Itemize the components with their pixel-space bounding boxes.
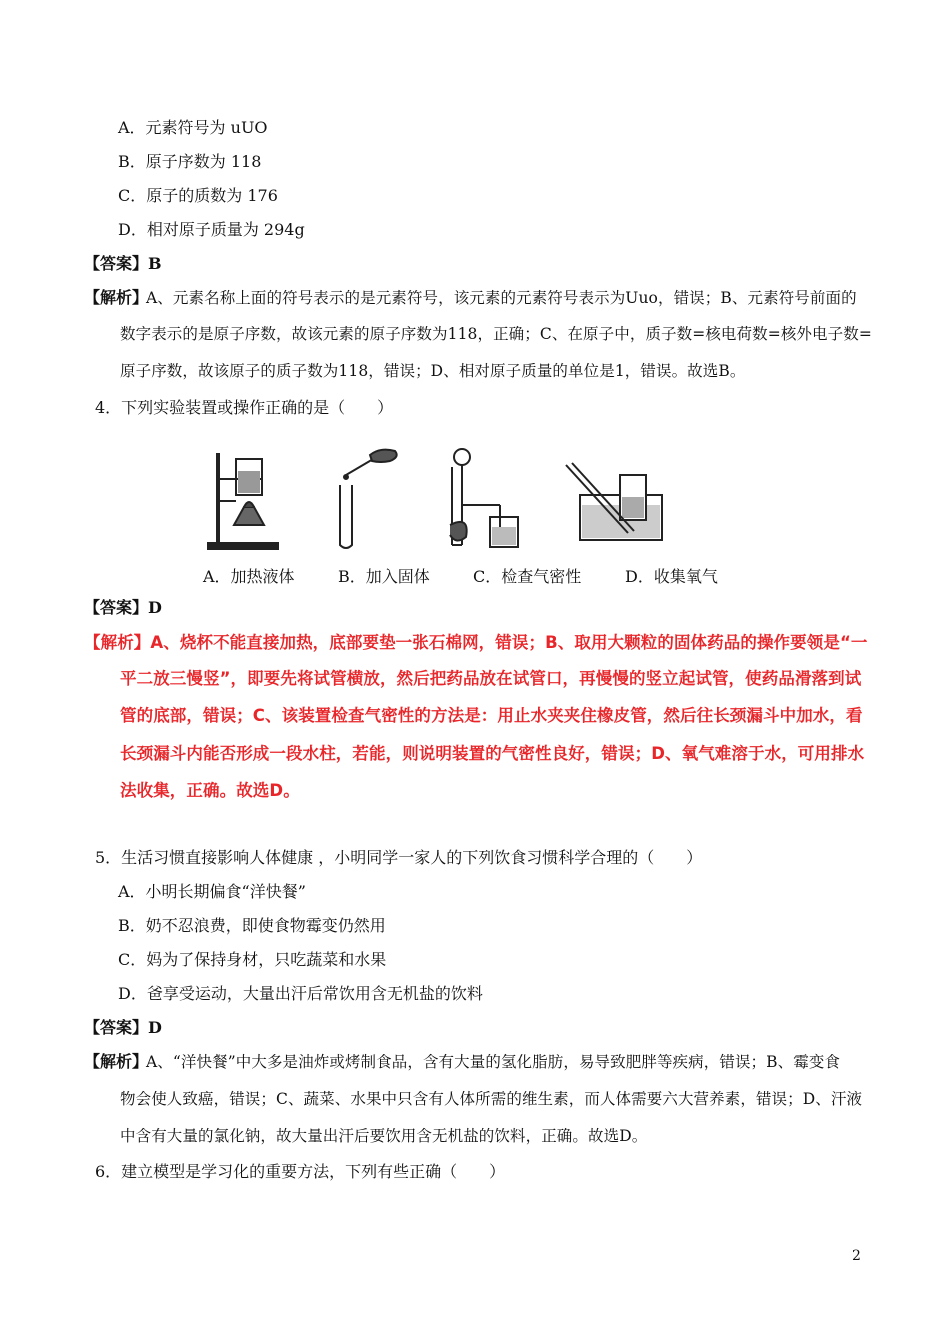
q4-analysis-line-1: 【解析】A、烧杯不能直接加热，底部要垫一张石棉网，错误；B、取用大颗粒的固体药品的操作要领是“一 bbox=[84, 633, 868, 652]
q3-analysis-line-1: A、元素名称上面的符号表示的是元素符号，该元素的元素符号表示为Uuo，错误；B、元素符号前面的 bbox=[146, 289, 857, 307]
q4-answer: 【答案】D bbox=[84, 598, 162, 617]
page-number: 2 bbox=[852, 1248, 861, 1264]
q5-option-b: B．奶不忍浪费，即使食物霉变仍然用 bbox=[118, 916, 386, 935]
q3-option-a: A．元素符号为 uUO bbox=[118, 118, 268, 137]
q3-analysis-line-3: 原子序数，故该原子的质子数为118，错误；D、相对原子质量的单位是1，错误。故选B。 bbox=[120, 362, 746, 380]
q3-option-d: D．相对原子质量为 294g bbox=[118, 220, 305, 239]
q4-analysis-line-2: 平二放三慢竖”，即要先将试管横放，然后把药品放在试管口，再慢慢的竖立起试管，使药品滑落到试 bbox=[120, 669, 862, 688]
q4-caption-a: A．加热液体 bbox=[203, 567, 295, 586]
q5-option-a: A．小明长期偏食“洋快餐” bbox=[118, 882, 306, 901]
q4-analysis-line-3: 管的底部，错误；C、该装置检查气密性的方法是：用止水夹夹住橡皮管，然后往长颈漏斗中加水，看 bbox=[120, 706, 863, 725]
q4-stem: 4．下列实验装置或操作正确的是（ ） bbox=[95, 398, 394, 417]
q4-caption-c: C．检查气密性 bbox=[473, 567, 582, 586]
q3-option-c: C．原子的质数为 176 bbox=[118, 186, 278, 205]
q5-analysis-line-2: 物会使人致癌，错误；C、蔬菜、水果中只含有人体所需的维生素，而人体需要六大营养素，错误；D、汗液 bbox=[120, 1090, 863, 1108]
q5-analysis-line-3: 中含有大量的氯化钠，故大量出汗后要饮用含无机盐的饮料，正确。故选D。 bbox=[120, 1127, 648, 1145]
q5-option-c: C．妈为了保持身材，只吃蔬菜和水果 bbox=[118, 950, 387, 969]
q5-analysis-line-1: A、“洋快餐”中大多是油炸或烤制食品，含有大量的氢化脂肪，易导致肥胖等疾病，错误；B、霉变食 bbox=[146, 1053, 841, 1071]
q3-analysis-line-2: 数字表示的是原子序数，故该元素的原子序数为118，正确；C、在原子中，质子数=核电荷数=核外电子数= bbox=[120, 325, 872, 343]
figure-d-collect-oxygen bbox=[566, 463, 662, 540]
q4-caption-d: D．收集氧气 bbox=[625, 567, 718, 586]
q4-analysis-line-5: 法收集，正确。故选D。 bbox=[120, 781, 300, 800]
q4-caption-b: B．加入固体 bbox=[338, 567, 430, 586]
q3-option-b: B．原子序数为 118 bbox=[118, 152, 262, 171]
q4-apparatus-figures bbox=[200, 445, 720, 555]
q5-answer: 【答案】D bbox=[84, 1018, 162, 1037]
q4-analysis-line-4: 长颈漏斗内能否形成一段水柱，若能，则说明装置的气密性良好，错误；D、氧气难溶于水，可用排水 bbox=[120, 744, 865, 763]
q6-stem: 6．建立模型是学习化的重要方法，下列有些正确（ ） bbox=[95, 1162, 506, 1181]
q5-stem: 5．生活习惯直接影响人体健康 ，小明同学一家人的下列饮食习惯科学合理的（ ） bbox=[95, 848, 703, 867]
q5-option-d: D．爸享受运动，大量出汗后常饮用含无机盐的饮料 bbox=[118, 984, 483, 1003]
q3-analysis-tag: 【解析】 bbox=[84, 288, 149, 307]
figure-b-adding-solid bbox=[340, 450, 397, 548]
q5-analysis-tag: 【解析】 bbox=[84, 1052, 149, 1071]
figure-a-heating-liquid bbox=[208, 453, 278, 549]
figure-c-airtightness-check bbox=[450, 449, 518, 547]
q3-answer: 【答案】B bbox=[84, 254, 162, 273]
